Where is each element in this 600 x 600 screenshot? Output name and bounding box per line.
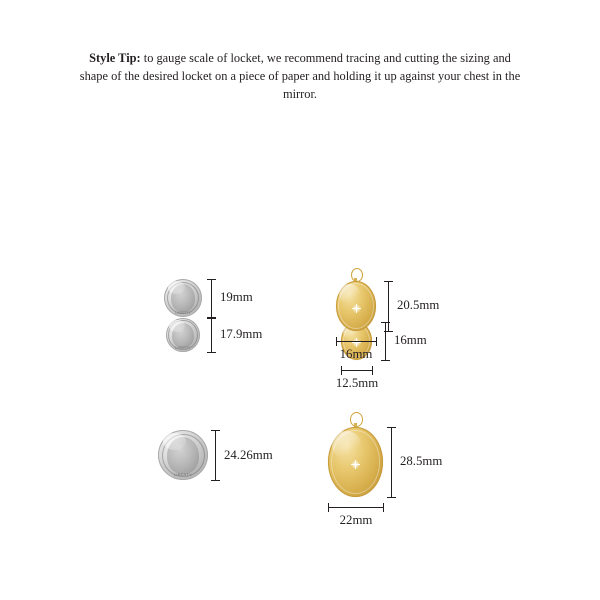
large-locket-width-cap-left — [328, 503, 329, 512]
style-tip-body: to gauge scale of locket, we recommend tracing and cutting the sizing and shape of the desired locket on a piece of paper and holding it up against your chest in the mirror. — [79, 51, 521, 101]
locket-diamond-accent — [351, 460, 360, 469]
nickel-height-cap-top — [207, 279, 216, 280]
large-locket-height-label: 28.5mm — [400, 454, 443, 468]
medium-locket-width-cap-right — [376, 337, 377, 346]
locket-bail-medium — [351, 268, 363, 282]
quarter-height-label: 24.26mm — [224, 448, 273, 462]
style-tip-text — [78, 50, 522, 104]
large-locket-height-cap-top — [387, 427, 396, 428]
large-locket-width-label: 22mm — [339, 513, 373, 527]
small-locket-height-line — [385, 322, 386, 360]
medium-locket-width-line — [336, 341, 376, 342]
small-locket-width-line — [341, 370, 372, 371]
small-locket-width-cap-right — [372, 366, 373, 375]
style-tip-lead: Style Tip: — [89, 51, 141, 65]
large-oval-locket — [328, 427, 383, 497]
locket-highlight — [339, 284, 360, 304]
small-locket-width-cap-left — [341, 366, 342, 375]
dime-height-label: 17.9mm — [220, 327, 263, 341]
quarter-coin — [158, 430, 208, 480]
quarter-height-cap-top — [211, 430, 220, 431]
medium-locket-width-label: 16mm — [339, 347, 373, 361]
dime-height-line — [211, 318, 212, 352]
locket-diamond-accent — [352, 304, 361, 313]
medium-locket-height-label: 20.5mm — [397, 298, 440, 312]
large-locket-height-line — [391, 427, 392, 497]
dime-height-cap-bottom — [207, 352, 216, 353]
coin-inscription: LIBERTY — [175, 310, 191, 315]
large-locket-width-cap-right — [383, 503, 384, 512]
quarter-height-line — [215, 430, 216, 480]
dime-coin — [166, 318, 200, 352]
quarter-height-cap-bottom — [211, 480, 220, 481]
nickel-height-line — [211, 279, 212, 317]
nickel-coin — [164, 279, 202, 317]
coin-inscription: LIBERTY — [175, 345, 191, 350]
locket-diamond-accent — [352, 338, 361, 347]
small-locket-height-cap-bottom — [381, 360, 390, 361]
dime-height-cap-top — [207, 318, 216, 319]
medium-locket-height-cap-top — [384, 281, 393, 282]
medium-locket-height-cap-bottom — [384, 331, 393, 332]
medium-oval-locket — [336, 281, 376, 331]
large-locket-height-cap-bottom — [387, 497, 396, 498]
coin-inscription: LIBERTY — [174, 472, 192, 477]
large-locket-width-line — [328, 507, 383, 508]
nickel-height-label: 19mm — [220, 290, 253, 304]
medium-locket-width-cap-left — [336, 337, 337, 346]
medium-locket-height-line — [388, 281, 389, 331]
coin-highlight — [163, 433, 186, 450]
small-locket-width-label: 12.5mm — [335, 376, 379, 390]
locket-highlight — [332, 431, 361, 459]
coin-highlight — [169, 320, 185, 332]
small-locket-height-label: 16mm — [394, 333, 427, 347]
nickel-height-cap-bottom — [207, 317, 216, 318]
